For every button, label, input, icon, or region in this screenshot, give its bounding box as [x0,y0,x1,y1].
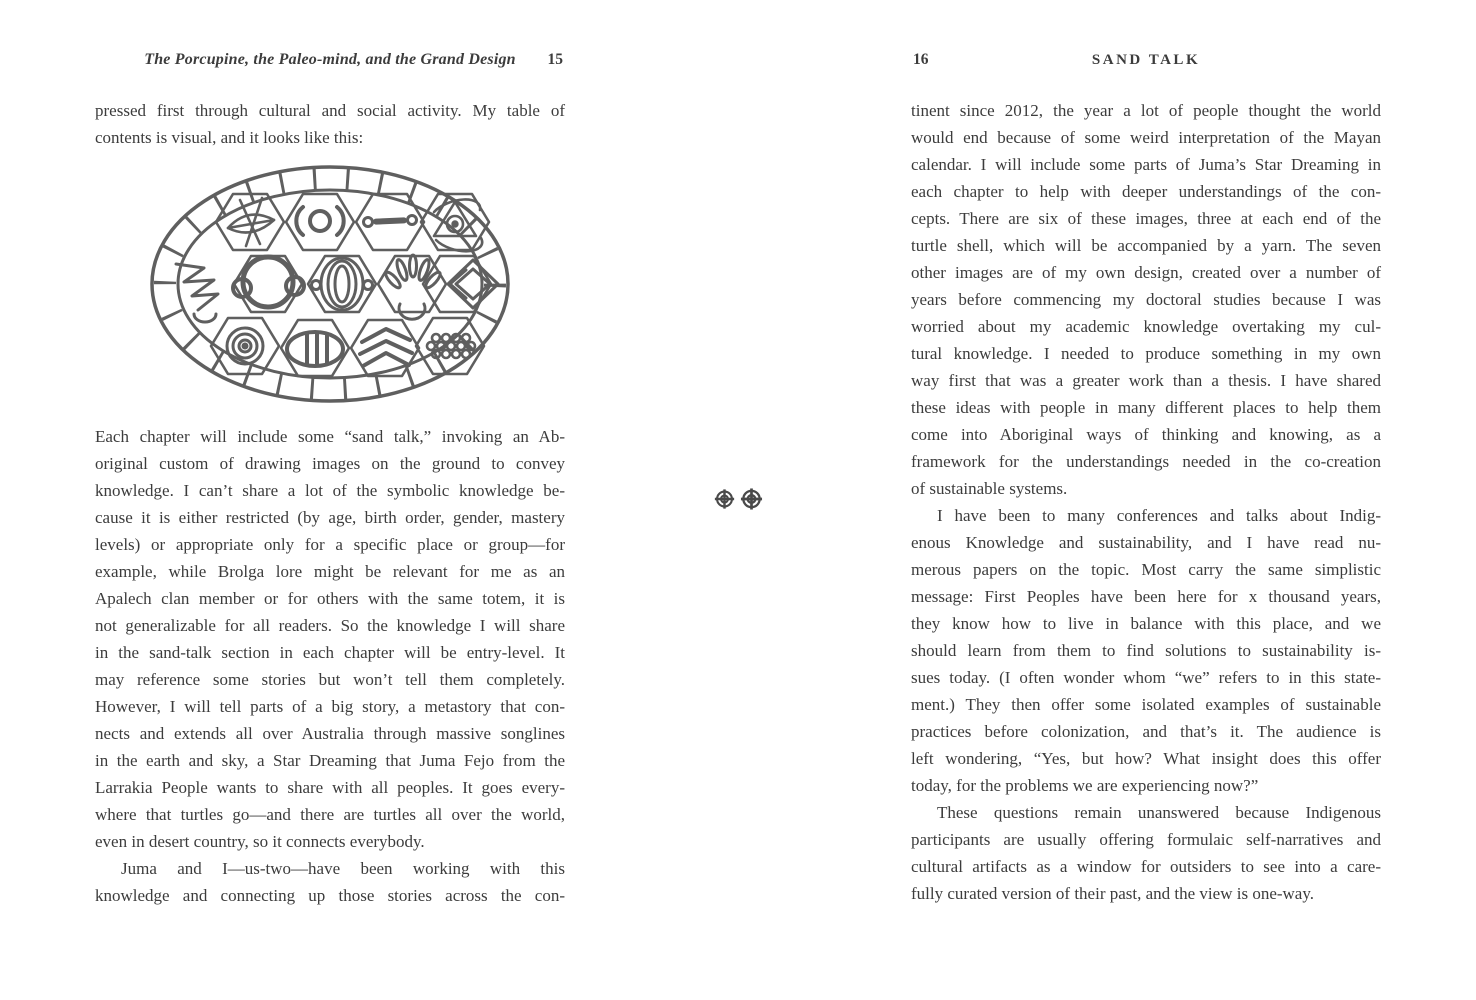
right-running-head [911,50,1381,70]
text-line: fully curated version of their past, and the view is one-way. [911,884,1314,903]
text-line: where that turtles go—and there are turtles all over the world, [95,805,565,824]
text-line: should learn from them to find solutions to sustainability is- [911,641,1381,660]
text-line: calendar. I will include some parts of Juma’s Star Dreaming in [911,155,1381,174]
symbol-nested-diamonds [448,260,498,308]
text-line: Each chapter will include some “sand talk,” invoking an Ab- [95,427,565,446]
paragraph-2 [911,502,1381,799]
running-head-title: The Porcupine, the Paleo-mind, and the Grand Design [144,51,516,68]
text-line: merous papers on the topic. Most carry the same simplistic [911,560,1381,579]
running-head-title: SAND TALK [1091,52,1201,68]
text-line: practices before colonization, and that’s it. The audience is [911,722,1381,741]
text-line: message: First Peoples have been here for x thousand years, [911,587,1381,606]
text-line: Apalech clan member or for others with the same totem, it is [95,589,565,608]
paragraph-intro [95,97,565,151]
text-line: Larrakia People wants to share with all peoples. It goes every- [95,778,565,797]
text-line: today, for the problems we are experiencing now?” [911,776,1259,795]
text-line: may reference some stories but won’t tell them completely. [95,670,565,689]
text-line: other images are of my own design, created over a number of [911,263,1381,282]
symbol-wavy-chevrons [360,329,412,366]
gutter-ornament [714,486,763,512]
text-line: cepts. There are six of these images, three at each end of the [911,209,1381,228]
text-line: tinent since 2012, the year a lot of people thought the world [911,101,1381,120]
text-line: enous Knowledge and sustainability, and I have read nu- [911,533,1381,552]
text-line: worried about my academic knowledge overtaking my cul- [911,317,1381,336]
text-line: cultural artifacts as a window for outsiders to see into a care- [911,857,1381,876]
text-line: come into Aboriginal ways of thinking and knowing, as a [911,425,1381,444]
text-line: pressed first through cultural and social activity. My table of [95,101,565,120]
paragraph-3 [911,799,1381,907]
left-running-head [95,50,565,70]
text-line: However, I will tell parts of a big story, a metastory that con- [95,697,565,716]
text-line: contents is visual, and it looks like this: [95,128,364,147]
paragraph-1 [911,97,1381,502]
text-line: in the earth and sky, a Star Dreaming that Juma Fejo from the [95,751,565,770]
left-page [95,50,565,909]
text-line: Juma and I—us-two—have been working with this [121,859,565,878]
text-line: I have been to many conferences and talks about Indig- [937,506,1381,525]
left-page-body [95,97,565,909]
text-line: left wondering, “Yes, but how? What insight does this offer [911,749,1381,768]
symbol-striped-oval [287,332,343,366]
text-line: tural knowledge. I needed to produce something in my own [911,344,1381,363]
right-page-body [911,97,1381,907]
text-line: example, while Brolga lore might be relevant for me as an [95,562,565,581]
text-line: participants are usually offering formulaic self-narratives and [911,830,1381,849]
text-line: these ideas with people in many different places to help them [911,398,1381,417]
bullseye-icon [714,487,735,511]
symbol-moon-phases [296,207,343,235]
right-page [911,50,1381,907]
text-line: ment.) They then offer some isolated examples of sustainable [911,695,1381,714]
text-line: in the sand-talk section in each chapter will be entry-level. It [95,643,565,662]
text-line: levels) or appropriate only for a specific place or group—for [95,535,565,554]
text-line: not generalizable for all readers. So the knowledge I will share [95,616,565,635]
turtle-shell-illustration [150,164,510,402]
bullseye-icon [740,486,763,512]
turtle-shell-svg [150,164,510,404]
text-line: turtle shell, which will be accompanied by a yarn. The seven [911,236,1381,255]
text-line: way first that was a greater work than a thesis. I have shared [911,371,1381,390]
text-line: would end because of some weird interpretation of the Mayan [911,128,1381,147]
text-line: they know how to live in balance with this place, and we [911,614,1381,633]
text-line: years before commencing my doctoral studies because I was [911,290,1381,309]
text-line: knowledge and connecting up those stories across the con- [95,886,565,905]
symbol-bar-with-dots [364,216,417,227]
text-line: sues today. (I often wonder whom “we” refers to in this state- [911,668,1381,687]
text-line: framework for the understandings needed in the co-creation [911,452,1381,471]
symbol-nested-loops [312,258,373,310]
symbol-lightning-zigzag [176,264,218,322]
text-line: each chapter to help with deeper understandings of the con- [911,182,1381,201]
paragraph-closing [95,855,565,909]
text-line: knowledge. I can’t share a lot of the symbolic knowledge be- [95,481,565,500]
text-line: original custom of drawing images on the ground to convey [95,454,565,473]
text-line: nects and extends all over Australia through massive songlines [95,724,565,743]
text-line: These questions remain unanswered because Indigenous [937,803,1381,822]
text-line: of sustainable systems. [911,479,1068,498]
page-number-right-page: 16 [913,51,929,68]
symbol-spiral-web [227,328,263,364]
page-number-left-page: 15 [547,51,563,68]
text-line: cause it is either restricted (by age, birth order, gender, mastery [95,508,565,527]
paragraph-main [95,423,565,855]
text-line: even in desert country, so it connects everybody. [95,832,425,851]
